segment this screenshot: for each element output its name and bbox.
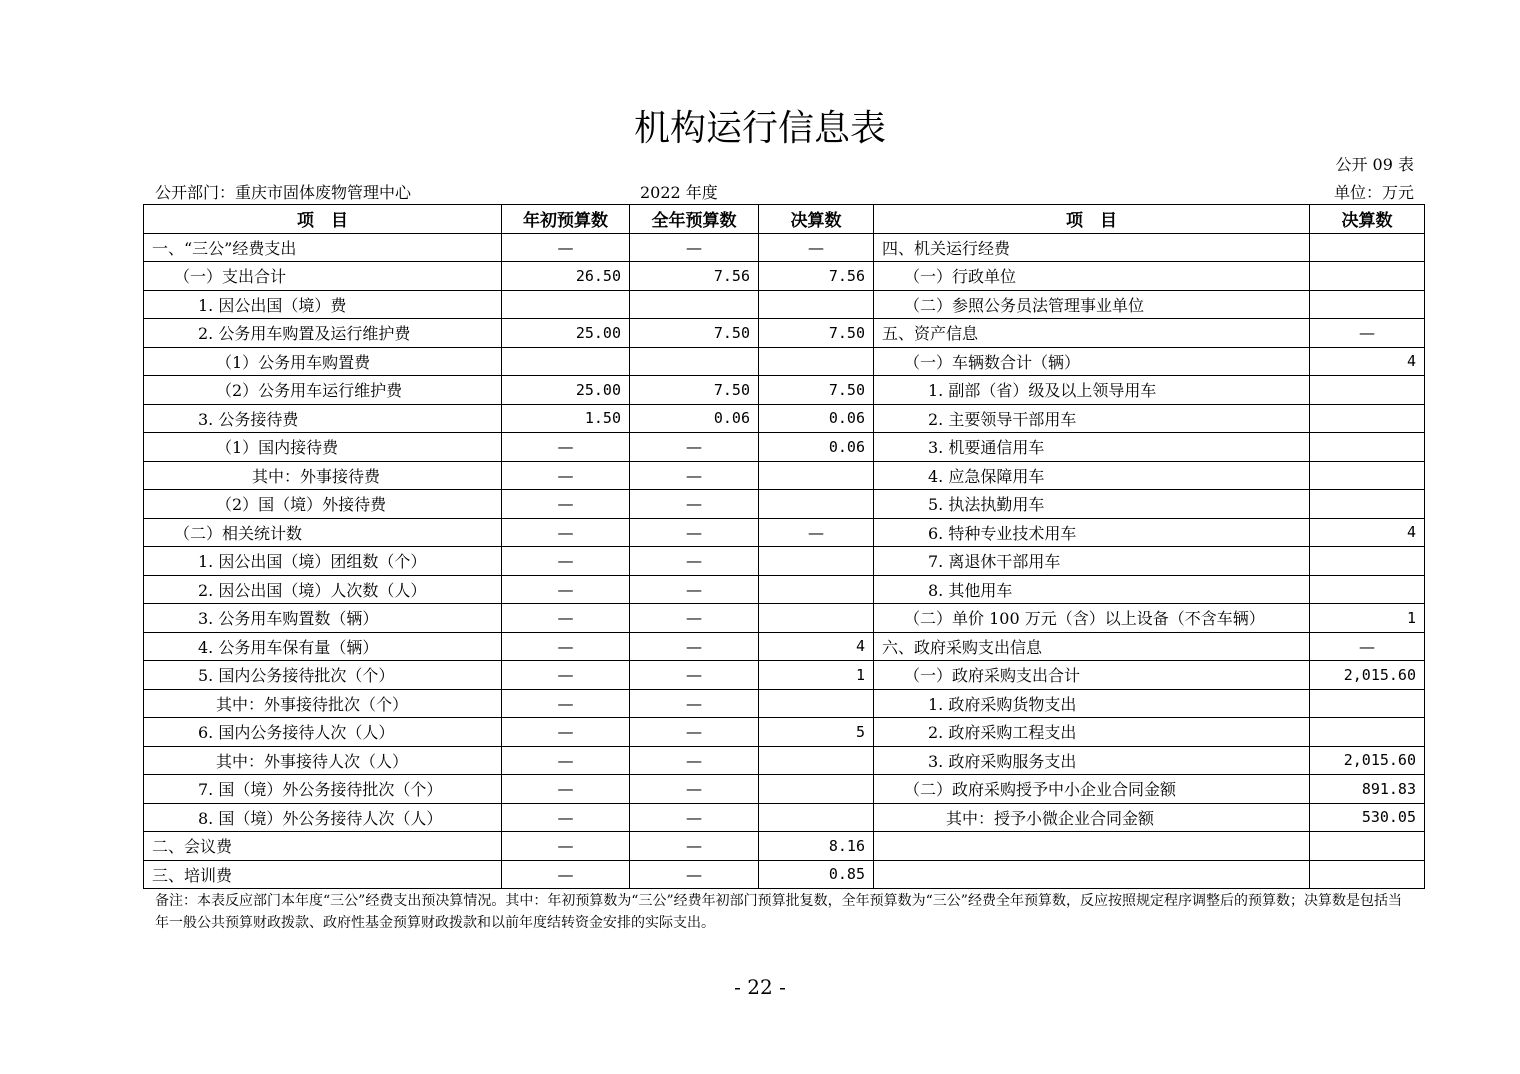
row-item-label-right: 其中：授予小微企业合同金额 (874, 803, 1310, 832)
table-row (144, 689, 1425, 718)
cell-budget-full: — (630, 718, 759, 747)
cell-final-left: 8.16 (759, 832, 874, 861)
row-item-label-right: （一）政府采购支出合计 (874, 661, 1310, 690)
row-item-label: 其中：外事接待费 (144, 461, 502, 490)
department-label: 公开部门：重庆市固体废物管理中心 (155, 183, 412, 202)
table-row (144, 319, 1425, 348)
table-row (144, 746, 1425, 775)
cell-budget-full: 7.50 (630, 376, 759, 405)
header-final-left: 决算数 (759, 205, 874, 234)
row-item-label: 其中：外事接待人次（人） (144, 746, 502, 775)
row-item-label: 6. 国内公务接待人次（人） (144, 718, 502, 747)
table-row (144, 803, 1425, 832)
row-item-label-right: 4. 应急保障用车 (874, 461, 1310, 490)
row-item-label-right: 7. 离退休干部用车 (874, 547, 1310, 576)
row-item-label: （1）国内接待费 (144, 433, 502, 462)
cell-budget-initial: — (502, 775, 630, 804)
row-item-label: 其中：外事接待批次（个） (144, 689, 502, 718)
cell-budget-initial: — (502, 661, 630, 690)
cell-budget-initial: — (502, 746, 630, 775)
cell-final-right (1310, 547, 1425, 576)
row-item-label-right: （一）车辆数合计（辆） (874, 347, 1310, 376)
table-row (144, 661, 1425, 690)
cell-budget-initial: 25.00 (502, 319, 630, 348)
cell-final-left (759, 461, 874, 490)
row-item-label: （2）国（境）外接待费 (144, 490, 502, 519)
cell-budget-initial: — (502, 689, 630, 718)
cell-final-right (1310, 575, 1425, 604)
row-item-label-right: （二）参照公务员法管理事业单位 (874, 290, 1310, 319)
cell-budget-initial (502, 347, 630, 376)
header-item-right: 项 目 (874, 205, 1310, 234)
cell-final-left: — (759, 518, 874, 547)
cell-final-right (1310, 404, 1425, 433)
cell-budget-full: — (630, 433, 759, 462)
cell-final-left: 0.85 (759, 860, 874, 889)
row-item-label: 5. 国内公务接待批次（个） (144, 661, 502, 690)
row-item-label-right: （二）单价 100 万元（含）以上设备（不含车辆） (874, 604, 1310, 633)
header-final-right: 决算数 (1310, 205, 1425, 234)
table-row (144, 604, 1425, 633)
row-item-label: 4. 公务用车保有量（辆） (144, 632, 502, 661)
row-item-label-right: 四、机关运行经费 (874, 233, 1310, 262)
cell-final-left (759, 347, 874, 376)
row-item-label-right: 六、政府采购支出信息 (874, 632, 1310, 661)
table-row (144, 376, 1425, 405)
unit-label: 单位：万元 (1333, 183, 1414, 202)
cell-final-left (759, 547, 874, 576)
form-number: 公开 09 表 (1335, 155, 1414, 174)
row-item-label: 2. 公务用车购置及运行维护费 (144, 319, 502, 348)
cell-budget-initial: 25.00 (502, 376, 630, 405)
cell-budget-full: — (630, 490, 759, 519)
table-row (144, 718, 1425, 747)
table-row (144, 233, 1425, 262)
cell-budget-initial: — (502, 233, 630, 262)
row-item-label: 2. 因公出国（境）人次数（人） (144, 575, 502, 604)
row-item-label: 7. 国（境）外公务接待批次（个） (144, 775, 502, 804)
cell-final-left (759, 575, 874, 604)
cell-final-right (1310, 376, 1425, 405)
row-item-label-right: 5. 执法执勤用车 (874, 490, 1310, 519)
table-row (144, 262, 1425, 291)
table-row (144, 347, 1425, 376)
cell-final-left: 5 (759, 718, 874, 747)
table-row (144, 290, 1425, 319)
row-item-label-right: 6. 特种专业技术用车 (874, 518, 1310, 547)
cell-budget-full: — (630, 775, 759, 804)
row-item-label: 一、“三公”经费支出 (144, 233, 502, 262)
cell-final-right (1310, 689, 1425, 718)
cell-final-left: 1 (759, 661, 874, 690)
cell-budget-initial (502, 290, 630, 319)
cell-budget-full (630, 347, 759, 376)
cell-budget-initial: 26.50 (502, 262, 630, 291)
row-item-label: （二）相关统计数 (144, 518, 502, 547)
cell-budget-full: — (630, 661, 759, 690)
cell-final-left: — (759, 233, 874, 262)
row-item-label: （1）公务用车购置费 (144, 347, 502, 376)
cell-final-left (759, 803, 874, 832)
cell-budget-initial: — (502, 575, 630, 604)
row-item-label-right: 3. 政府采购服务支出 (874, 746, 1310, 775)
cell-final-right (1310, 290, 1425, 319)
cell-final-right: — (1310, 319, 1425, 348)
table-row (144, 404, 1425, 433)
row-item-label-right: （一）行政单位 (874, 262, 1310, 291)
cell-final-left: 0.06 (759, 433, 874, 462)
cell-final-right (1310, 718, 1425, 747)
header-item-left: 项 目 (144, 205, 502, 234)
cell-budget-full: 0.06 (630, 404, 759, 433)
cell-budget-full: — (630, 689, 759, 718)
table-row (144, 461, 1425, 490)
cell-budget-full (630, 290, 759, 319)
cell-budget-full: — (630, 632, 759, 661)
cell-budget-initial: — (502, 832, 630, 861)
cell-final-right: 4 (1310, 347, 1425, 376)
cell-final-left (759, 689, 874, 718)
table-row (144, 775, 1425, 804)
row-item-label-right (874, 860, 1310, 889)
row-item-label: 3. 公务用车购置数（辆） (144, 604, 502, 633)
cell-final-right (1310, 461, 1425, 490)
cell-final-right (1310, 233, 1425, 262)
page-number: - 22 - (734, 975, 786, 999)
table-body (144, 233, 1425, 889)
table-row (144, 575, 1425, 604)
cell-budget-initial: — (502, 632, 630, 661)
header-budget-initial: 年初预算数 (502, 205, 630, 234)
cell-budget-initial: — (502, 547, 630, 576)
row-item-label: 3. 公务接待费 (144, 404, 502, 433)
cell-budget-full: 7.56 (630, 262, 759, 291)
footnote: 备注：本表反应部门本年度“三公”经费支出预决算情况。其中：年初预算数为“三公”经费年初部门预算批复数，全年预算数为“三公”经费全年预算数，反应按照规定程序调整后的预算数；决算数是包括当年一般公共预算财政拨款、政府性基金预算财政拨款和以前年度结转资金安排的实际支出。 (155, 893, 1402, 931)
cell-budget-initial: 1.50 (502, 404, 630, 433)
table-row (144, 433, 1425, 462)
cell-budget-initial: — (502, 803, 630, 832)
row-item-label: 1. 因公出国（境）费 (144, 290, 502, 319)
cell-final-left: 7.50 (759, 319, 874, 348)
cell-final-left (759, 746, 874, 775)
cell-final-left: 7.56 (759, 262, 874, 291)
page-title: 机构运行信息表 (633, 108, 886, 149)
row-item-label: （一）支出合计 (144, 262, 502, 291)
row-item-label-right (874, 832, 1310, 861)
row-item-label: 8. 国（境）外公务接待人次（人） (144, 803, 502, 832)
cell-budget-initial: — (502, 860, 630, 889)
cell-final-left: 0.06 (759, 404, 874, 433)
cell-budget-full: — (630, 575, 759, 604)
table-row (144, 832, 1425, 861)
cell-final-right: 891.83 (1310, 775, 1425, 804)
cell-final-left: 7.50 (759, 376, 874, 405)
cell-final-right: 1 (1310, 604, 1425, 633)
row-item-label-right: 五、资产信息 (874, 319, 1310, 348)
info-table (143, 204, 1425, 889)
cell-final-right: 2,015.60 (1310, 746, 1425, 775)
cell-final-right: 530.05 (1310, 803, 1425, 832)
row-item-label-right: 2. 主要领导干部用车 (874, 404, 1310, 433)
cell-budget-full: — (630, 461, 759, 490)
cell-final-left (759, 490, 874, 519)
cell-budget-initial: — (502, 433, 630, 462)
row-item-label-right: 1. 副部（省）级及以上领导用车 (874, 376, 1310, 405)
table-header-row (144, 205, 1425, 234)
year-label: 2022 年度 (640, 183, 718, 202)
cell-final-right (1310, 433, 1425, 462)
cell-final-right: — (1310, 632, 1425, 661)
cell-final-left: 4 (759, 632, 874, 661)
cell-final-right: 4 (1310, 518, 1425, 547)
table-row (144, 518, 1425, 547)
row-item-label: 1. 因公出国（境）团组数（个） (144, 547, 502, 576)
cell-budget-full: — (630, 518, 759, 547)
row-item-label: （2）公务用车运行维护费 (144, 376, 502, 405)
row-item-label: 二、会议费 (144, 832, 502, 861)
cell-budget-full: 7.50 (630, 319, 759, 348)
table-row (144, 632, 1425, 661)
cell-budget-full: — (630, 860, 759, 889)
table-row (144, 860, 1425, 889)
cell-final-right (1310, 832, 1425, 861)
cell-budget-initial: — (502, 604, 630, 633)
cell-budget-initial: — (502, 461, 630, 490)
cell-budget-full: — (630, 547, 759, 576)
cell-final-right (1310, 490, 1425, 519)
row-item-label: 三、培训费 (144, 860, 502, 889)
row-item-label-right: 3. 机要通信用车 (874, 433, 1310, 462)
cell-final-left (759, 604, 874, 633)
row-item-label-right: 8. 其他用车 (874, 575, 1310, 604)
cell-final-right (1310, 262, 1425, 291)
row-item-label-right: （二）政府采购授予中小企业合同金额 (874, 775, 1310, 804)
cell-final-right: 2,015.60 (1310, 661, 1425, 690)
cell-final-left (759, 290, 874, 319)
cell-final-left (759, 775, 874, 804)
cell-budget-initial: — (502, 490, 630, 519)
cell-budget-full: — (630, 832, 759, 861)
table-row (144, 490, 1425, 519)
cell-budget-full: — (630, 604, 759, 633)
cell-budget-full: — (630, 803, 759, 832)
cell-final-right (1310, 860, 1425, 889)
cell-budget-full: — (630, 746, 759, 775)
row-item-label-right: 1. 政府采购货物支出 (874, 689, 1310, 718)
table-row (144, 547, 1425, 576)
header-budget-full: 全年预算数 (630, 205, 759, 234)
cell-budget-full: — (630, 233, 759, 262)
cell-budget-initial: — (502, 718, 630, 747)
cell-budget-initial: — (502, 518, 630, 547)
row-item-label-right: 2. 政府采购工程支出 (874, 718, 1310, 747)
